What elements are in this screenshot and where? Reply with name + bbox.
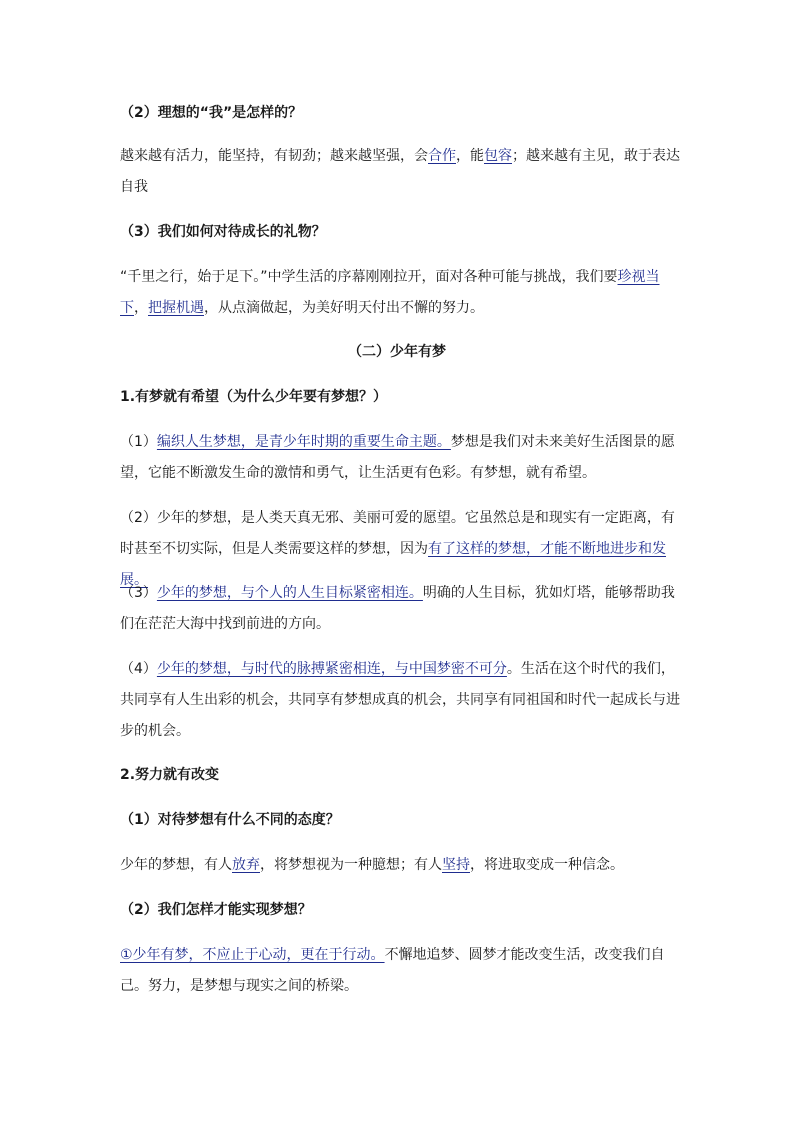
underlined-term-cooperation: 合作 bbox=[428, 148, 456, 164]
underlined-term-persist: 坚持 bbox=[442, 857, 470, 873]
point-text: 梦想是我们对未来美好生活图景的愿望，它能不断激发生命的激情和勇气，让生活更有色彩。有梦想，就有希望。 bbox=[120, 434, 675, 481]
point-number: （1） bbox=[120, 434, 157, 450]
answer-text: ，将进取变成一种信念。 bbox=[470, 857, 624, 873]
underlined-term-tolerance: 包容 bbox=[484, 148, 512, 164]
underlined-term-cherish-present: 珍视当下 bbox=[120, 269, 660, 316]
answer-text: ，从点滴做起，为美好明天付出不懈的努力。 bbox=[204, 300, 484, 316]
underlined-key-sentence: 编织人生梦想，是青少年时期的重要生命主题。 bbox=[156, 434, 451, 450]
question-2-answer bbox=[120, 141, 680, 203]
answer-text: ， bbox=[134, 300, 148, 316]
point-number: （4） bbox=[120, 661, 157, 677]
question-3-title: （3）我们如何对待成长的礼物？ bbox=[120, 224, 326, 240]
point-number: （3） bbox=[120, 585, 157, 601]
underlined-key-sentence: ①少年有梦，不应止于心动，更在于行动。 bbox=[120, 947, 385, 963]
section-2-title: 2.努力就有改变 bbox=[120, 767, 220, 783]
question-2-title: （2）理想的“我”是怎样的？ bbox=[120, 105, 303, 121]
section-2-question-2-answer bbox=[120, 940, 680, 1002]
underlined-key-sentence: 少年的梦想，与个人的人生目标紧密相连。 bbox=[156, 585, 423, 601]
section-2-question-2-title: （2）我们怎样才能实现梦想？ bbox=[120, 902, 312, 918]
point-text: （2）少年的梦想，是人类天真无邪、美丽可爱的愿望。它虽然总是和现实有一定距离，有时甚至不切实际，但是人类需要这样的梦想，因为 bbox=[120, 510, 675, 557]
underlined-term-seize-opportunity: 把握机遇 bbox=[148, 300, 204, 316]
section-2-question-1-answer bbox=[120, 850, 680, 881]
underlined-key-sentence: 有了这样的梦想，才能不断地进步和发展。 bbox=[120, 541, 666, 588]
point-text: 。生活在这个时代的我们，共同享有人生出彩的机会，共同享有梦想成真的机会，共同享有同祖国和时代一起成长与进步的机会。 bbox=[120, 661, 680, 739]
answer-text: 少年的梦想，有人 bbox=[120, 857, 232, 873]
point-text: 明确的人生目标，犹如灯塔，能够帮助我们在茫茫大海中找到前进的方向。 bbox=[120, 585, 675, 632]
underlined-term-give-up: 放弃 bbox=[232, 857, 260, 873]
answer-text: 越来越有活力，能坚持，有韧劲；越来越坚强，会 bbox=[120, 148, 428, 164]
section-1-title: 1.有梦就有希望（为什么少年要有梦想？） bbox=[120, 389, 388, 405]
section-1-point-1 bbox=[120, 427, 680, 489]
section-1-point-3 bbox=[120, 578, 680, 640]
answer-text: “千里之行，始于足下。”中学生活的序幕刚刚拉开，面对各种可能与挑战，我们要 bbox=[120, 269, 618, 285]
question-3-answer bbox=[120, 262, 680, 324]
section-1-point-4 bbox=[120, 654, 680, 747]
answer-text: ；越来越有主见，敢于表达自我 bbox=[120, 148, 680, 195]
answer-text: ，能 bbox=[456, 148, 484, 164]
underlined-key-sentence: 少年的梦想，与时代的脉搏紧密相连，与中国梦密不可分 bbox=[156, 661, 507, 677]
answer-text: ，将梦想视为一种臆想；有人 bbox=[260, 857, 442, 873]
section-2-question-1-title: （1）对待梦想有什么不同的态度？ bbox=[120, 812, 340, 828]
answer-text: 不懈地追梦、圆梦才能改变生活，改变我们自己。努力，是梦想与现实之间的桥梁。 bbox=[120, 947, 665, 994]
section-title: （二）少年有梦 bbox=[348, 344, 446, 360]
